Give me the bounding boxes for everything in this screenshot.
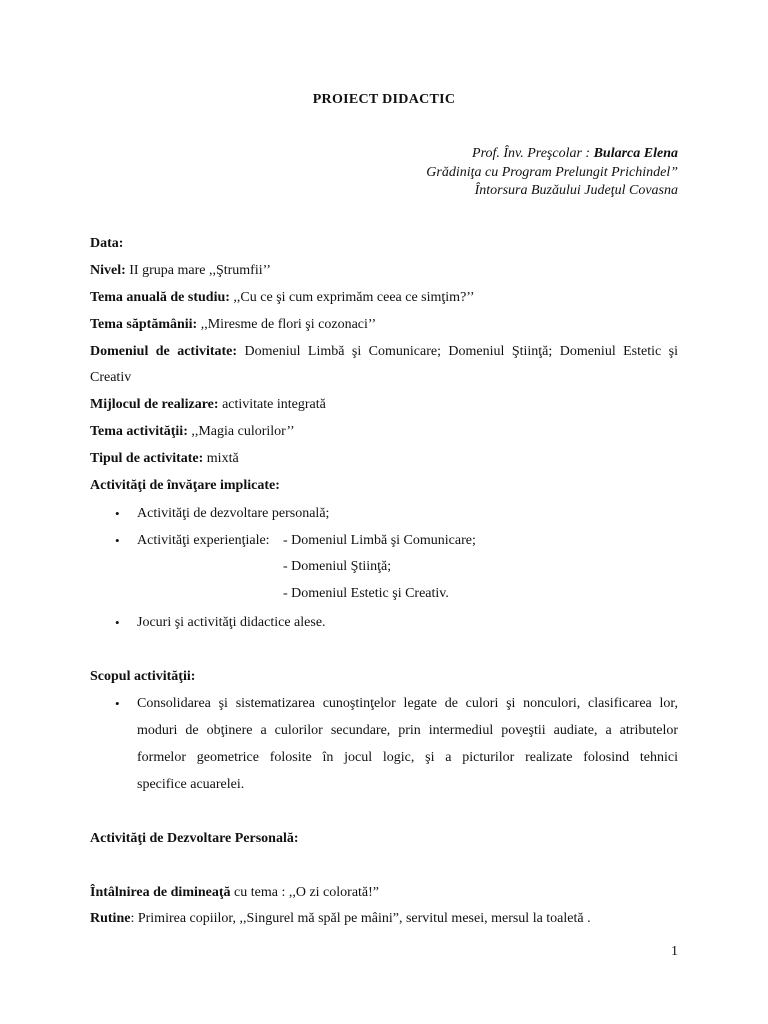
tema-saptamanii-value: ,,Miresme de flori şi cozonaci’’	[200, 317, 377, 332]
tema-activitatii-value: ,,Magia culorilor’’	[191, 424, 295, 439]
scop-line-3: formelor geometrice folosite în jocul logic, şi a picturilor realizate folosind tehnici	[137, 750, 678, 765]
bullet-icon: •	[115, 506, 120, 521]
domeniul-line-1	[90, 344, 678, 360]
activitati-sub-3: - Domeniul Estetic şi Creativ.	[283, 586, 449, 601]
domeniul-line-2: Creativ	[90, 370, 132, 385]
mijlocul-line	[90, 397, 326, 413]
author-line-3: Întorsura Buzăului Judeţul Covasna	[474, 183, 678, 198]
activitati-label: Activităţi de învăţare implicate:	[90, 478, 280, 493]
tema-saptamanii-label: Tema săptămânii:	[90, 317, 198, 332]
author-line-1	[472, 146, 678, 162]
tema-activitatii-line	[90, 424, 295, 440]
rutine-line	[90, 911, 591, 927]
bullet-icon: •	[115, 696, 120, 711]
document-title: PROIECT DIDACTIC	[312, 92, 456, 107]
tipul-label: Tipul de activitate:	[90, 451, 204, 466]
page-number: 1	[671, 944, 678, 959]
tema-activitatii-label: Tema activităţii:	[90, 424, 188, 439]
tipul-line	[90, 451, 239, 467]
tema-saptamanii-line	[90, 317, 376, 333]
nivel-label: Nivel:	[90, 263, 126, 278]
author-name: Bularca Elena	[593, 146, 678, 161]
tipul-value: mixtă	[206, 451, 239, 466]
activitati-item-3: Jocuri şi activităţi didactice alese.	[137, 615, 326, 630]
nivel-line	[90, 263, 271, 279]
tema-anuala-value: ,,Cu ce şi cum exprimăm ceea ce simţim?’’	[233, 290, 475, 305]
domeniul-value: Domeniul Limbă şi Comunicare; Domeniul Ştiinţă; Domeniul Estetic şi	[244, 344, 678, 359]
mijlocul-value: activitate integrată	[222, 397, 326, 412]
domeniul-label: Domeniul de activitate:	[90, 344, 238, 359]
activitati-item-1: Activităţi de dezvoltare personală;	[137, 506, 330, 521]
nivel-value: II grupa mare ,,Ştrumfii’’	[129, 263, 271, 278]
activitati-sub-2: - Domeniul Ştiinţă;	[283, 559, 392, 574]
author-line-2: Grădiniţa cu Program Prelungit Prichindel”	[426, 165, 678, 180]
adp-heading: Activităţi de Dezvoltare Personală:	[90, 831, 299, 846]
scop-line-4: specifice acuarelei.	[137, 777, 245, 792]
scop-line-1: Consolidarea şi sistematizarea cunoştinţelor legate de culori şi nonculori, clasificarea lor,	[137, 696, 678, 711]
tema-anuala-line	[90, 290, 475, 306]
intalnirea-label: Întâlnirea de dimineaţă	[90, 885, 231, 900]
data-label: Data:	[90, 236, 124, 251]
intalnirea-value: cu tema : ,,O zi colorată!”	[234, 885, 380, 900]
intalnirea-line	[90, 885, 379, 901]
bullet-icon: •	[115, 615, 120, 630]
scop-line-2: moduri de obţinere a culorilor secundare, prin intermediul poveştii audiate, a atributelor	[137, 723, 678, 738]
activitati-item-2: Activităţi experienţiale:	[137, 533, 270, 548]
bullet-icon: •	[115, 533, 120, 548]
author-role: Prof. Înv. Preşcolar :	[472, 146, 591, 161]
rutine-label: Rutine	[90, 911, 131, 926]
mijlocul-label: Mijlocul de realizare:	[90, 397, 219, 412]
scop-label: Scopul activităţii:	[90, 669, 196, 684]
rutine-value: : Primirea copiilor, ,,Singurel mă spăl pe mâini”, servitul mesei, mersul la toaletă .	[130, 911, 591, 926]
tema-anuala-label: Tema anuală de studiu:	[90, 290, 230, 305]
activitati-sub-1: - Domeniul Limbă şi Comunicare;	[283, 533, 476, 548]
